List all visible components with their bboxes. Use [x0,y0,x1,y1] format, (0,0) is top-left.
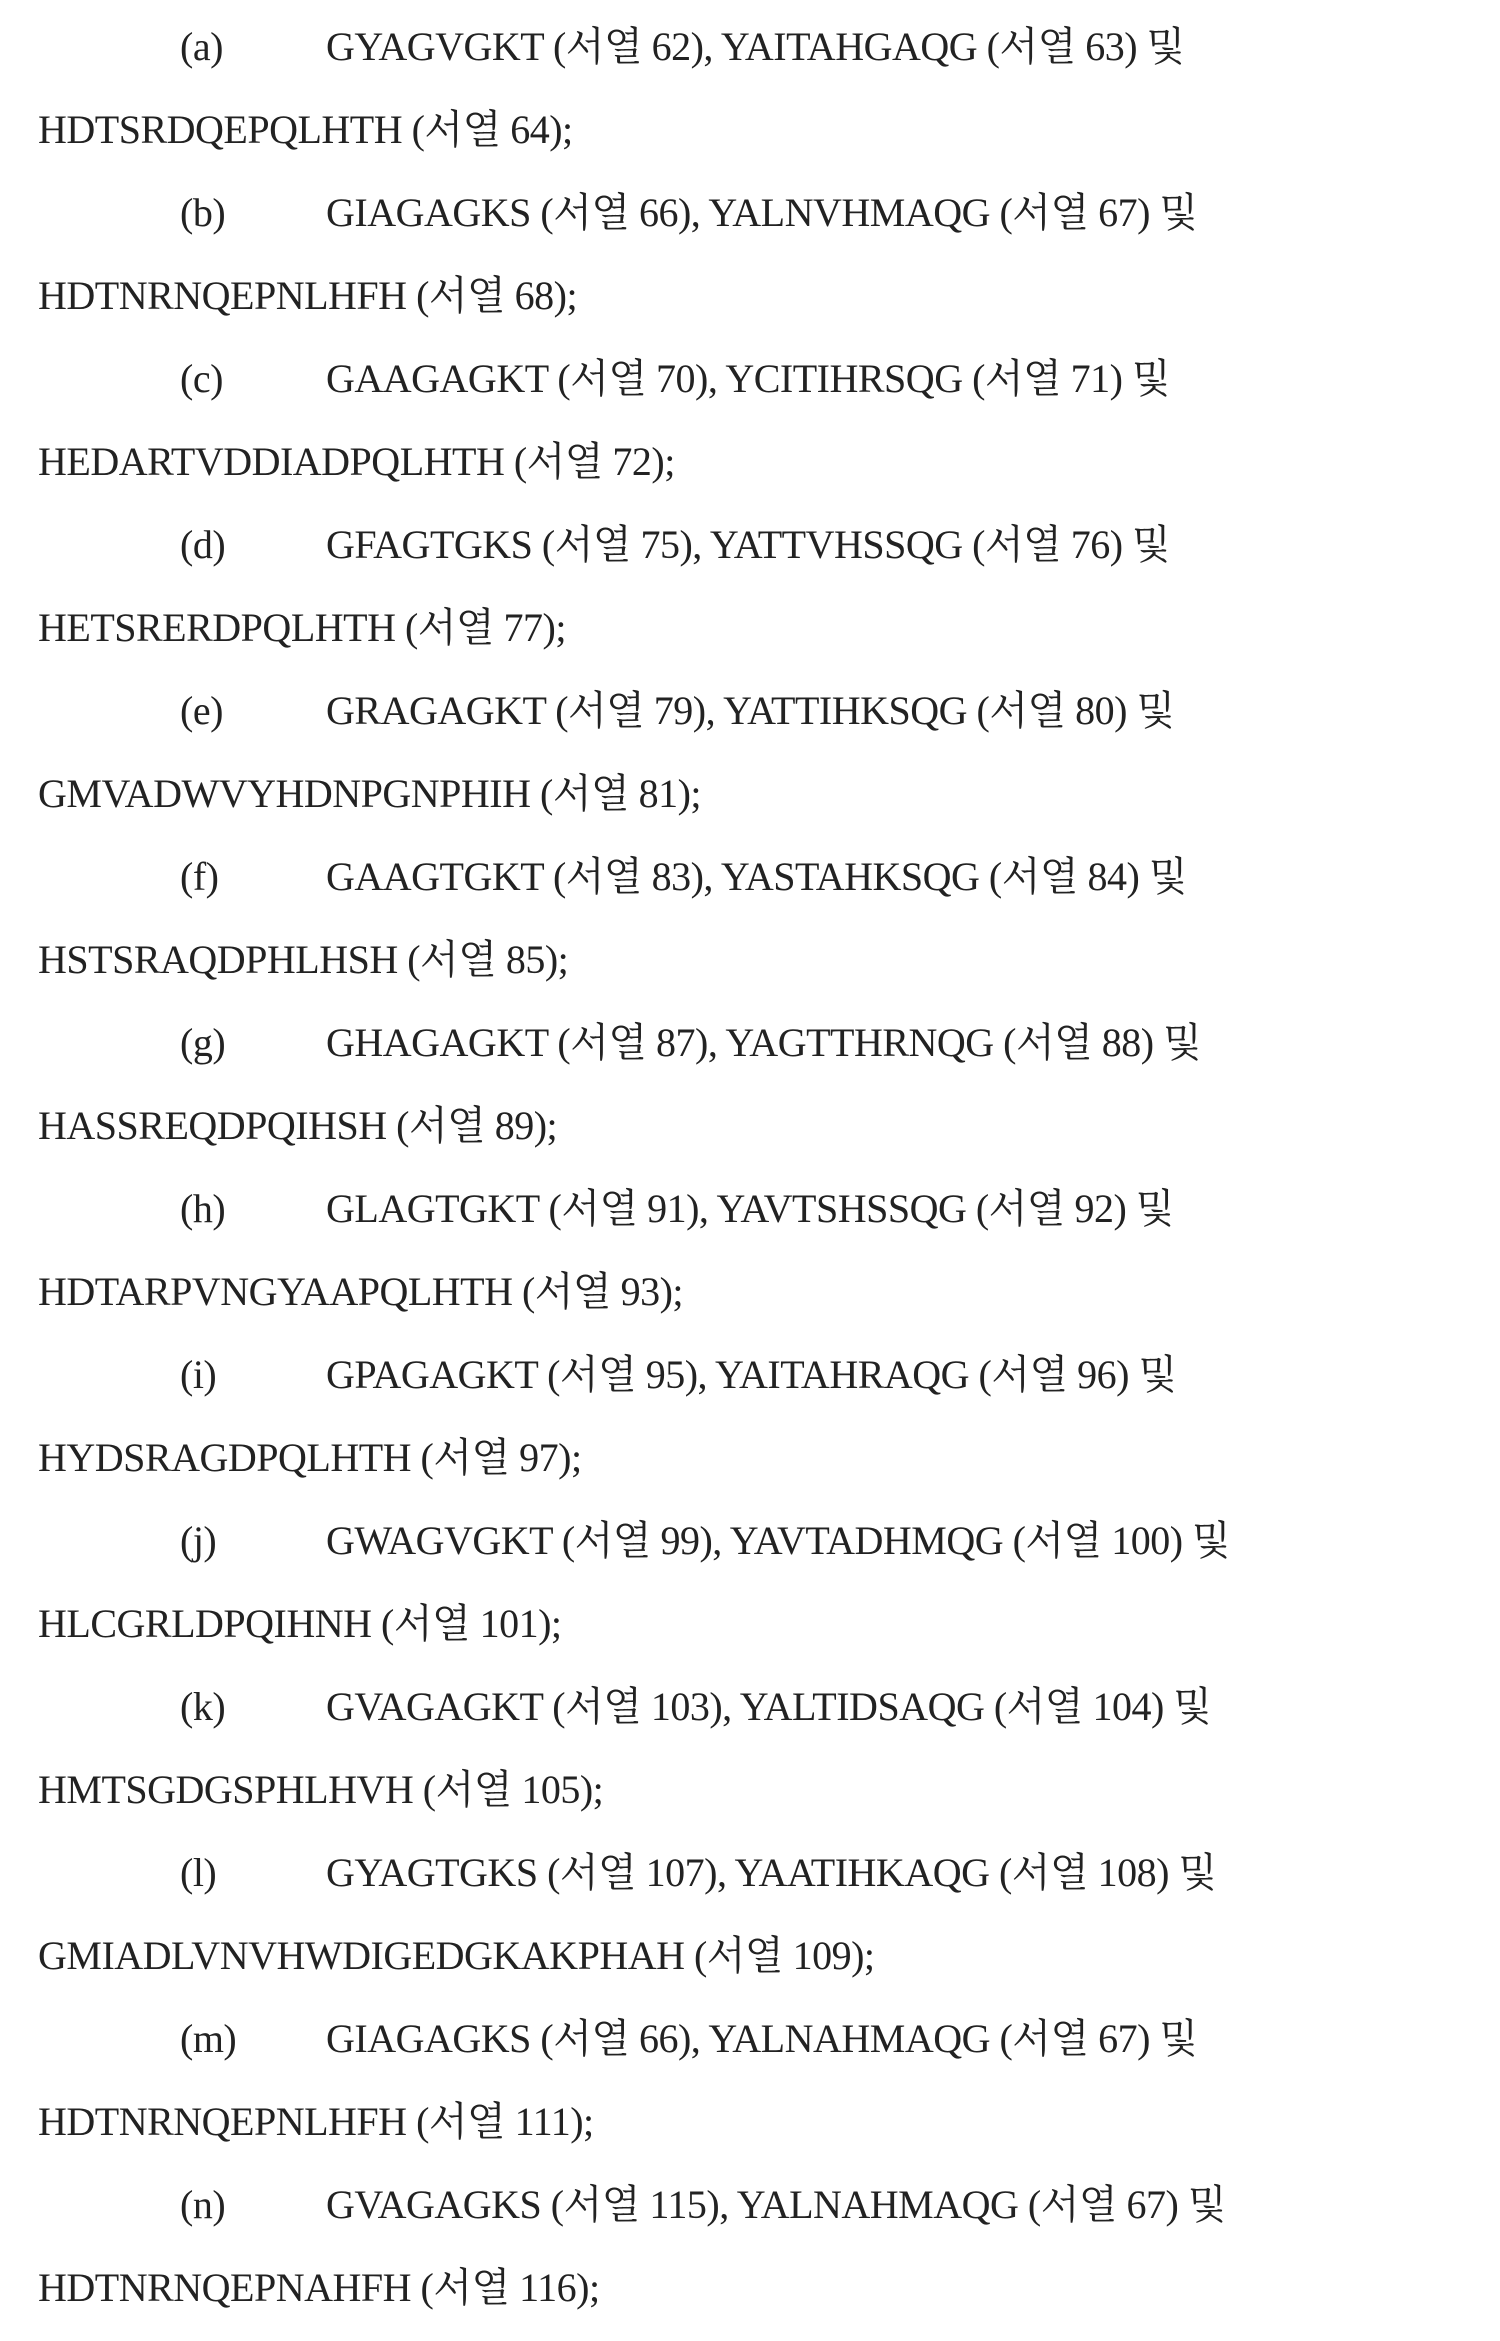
sequence-item-line2: HETSRERDPQLHTH (서열 77); [38,605,566,650]
sequence-item-line1 [180,852,1187,902]
item-label: (h) [180,1186,226,1231]
sequence-item-line1 [180,1018,1201,1068]
sequence-item-line1 [180,354,1170,404]
sequence-item-line1 [180,1184,1174,1234]
item-label: (f) [180,854,219,899]
item-label: (i) [180,1352,217,1397]
sequence-item-line2: HYDSRAGDPQLHTH (서열 97); [38,1435,582,1480]
sequence-item-line1 [180,1350,1177,1400]
item-label: (b) [180,190,226,235]
sequence-text: GVAGAGKS (서열 115), YALNAHMAQG (서열 67) 및 [326,2182,1226,2227]
item-label: (n) [180,2182,226,2227]
sequence-text: GIAGAGKS (서열 66), YALNAHMAQG (서열 67) 및 [326,2016,1198,2061]
sequence-text: GWAGVGKT (서열 99), YAVTADHMQG (서열 100) 및 [326,1518,1231,1563]
item-label: (e) [180,688,223,733]
sequence-item-line1 [180,686,1175,736]
item-label: (l) [180,1850,217,1895]
sequence-text: GYAGTGKS (서열 107), YAATIHKAQG (서열 108) 및 [326,1850,1217,1895]
sequence-text: GPAGAGKT (서열 95), YAITAHRAQG (서열 96) 및 [326,1352,1177,1397]
sequence-item-line1 [180,1516,1230,1566]
sequence-text: GAAGAGKT (서열 70), YCITIHRSQG (서열 71) 및 [326,356,1171,401]
sequence-item-line2: HSTSRAQDPHLHSH (서열 85); [38,937,569,982]
sequence-text: GVAGAGKT (서열 103), YALTIDSAQG (서열 104) 및 [326,1684,1212,1729]
sequence-item-line2: HDTARPVNGYAAPQLHTH (서열 93); [38,1269,684,1314]
sequence-text: GYAGVGKT (서열 62), YAITAHGAQG (서열 63) 및 [326,24,1185,69]
sequence-text: GAAGTGKT (서열 83), YASTAHKSQG (서열 84) 및 [326,854,1187,899]
item-label: (g) [180,1020,226,1065]
sequence-text: GHAGAGKT (서열 87), YAGTTHRNQG (서열 88) 및 [326,1020,1202,1065]
sequence-item-line1 [180,22,1185,72]
sequence-item-line1 [180,1682,1211,1732]
sequence-item-line1 [180,188,1198,238]
sequence-text: GIAGAGKS (서열 66), YALNVHMAQG (서열 67) 및 [326,190,1198,235]
sequence-text: GRAGAGKT (서열 79), YATTIHKSQG (서열 80) 및 [326,688,1175,733]
sequence-item-line2: HDTNRNQEPNLHFH (서열 68); [38,273,578,318]
item-label: (j) [180,1518,217,1563]
sequence-item-line2: GMIADLVNVHWDIGEDGKAKPHAH (서열 109); [38,1933,875,1978]
sequence-item-line1 [180,2014,1198,2064]
sequence-text: GLAGTGKT (서열 91), YAVTSHSSQG (서열 92) 및 [326,1186,1174,1231]
item-label: (k) [180,1684,226,1729]
sequence-item-line2: HDTSRDQEPQLHTH (서열 64); [38,107,573,152]
item-label: (m) [180,2016,237,2061]
sequence-item-line2: HDTNRNQEPNLHFH (서열 111); [38,2099,594,2144]
sequence-item-line1 [180,520,1170,570]
sequence-item-line1 [180,1848,1217,1898]
sequence-item-line2: HMTSGDGSPHLHVH (서열 105); [38,1767,604,1812]
sequence-item-line2: GMVADWVYHDNPGNPHIH (서열 81); [38,771,702,816]
item-label: (a) [180,24,223,69]
sequence-text: GFAGTGKS (서열 75), YATTVHSSQG (서열 76) 및 [326,522,1171,567]
sequence-item-line2: HDTNRNQEPNAHFH (서열 116); [38,2265,600,2310]
item-label: (d) [180,522,226,567]
sequence-item-line1 [180,2180,1226,2230]
sequence-item-line2: HASSREQDPQIHSH (서열 89); [38,1103,558,1148]
sequence-item-line2: HLCGRLDPQIHNH (서열 101); [38,1601,562,1646]
sequence-item-line2: HEDARTVDDIADPQLHTH (서열 72); [38,439,675,484]
item-label: (c) [180,356,223,401]
